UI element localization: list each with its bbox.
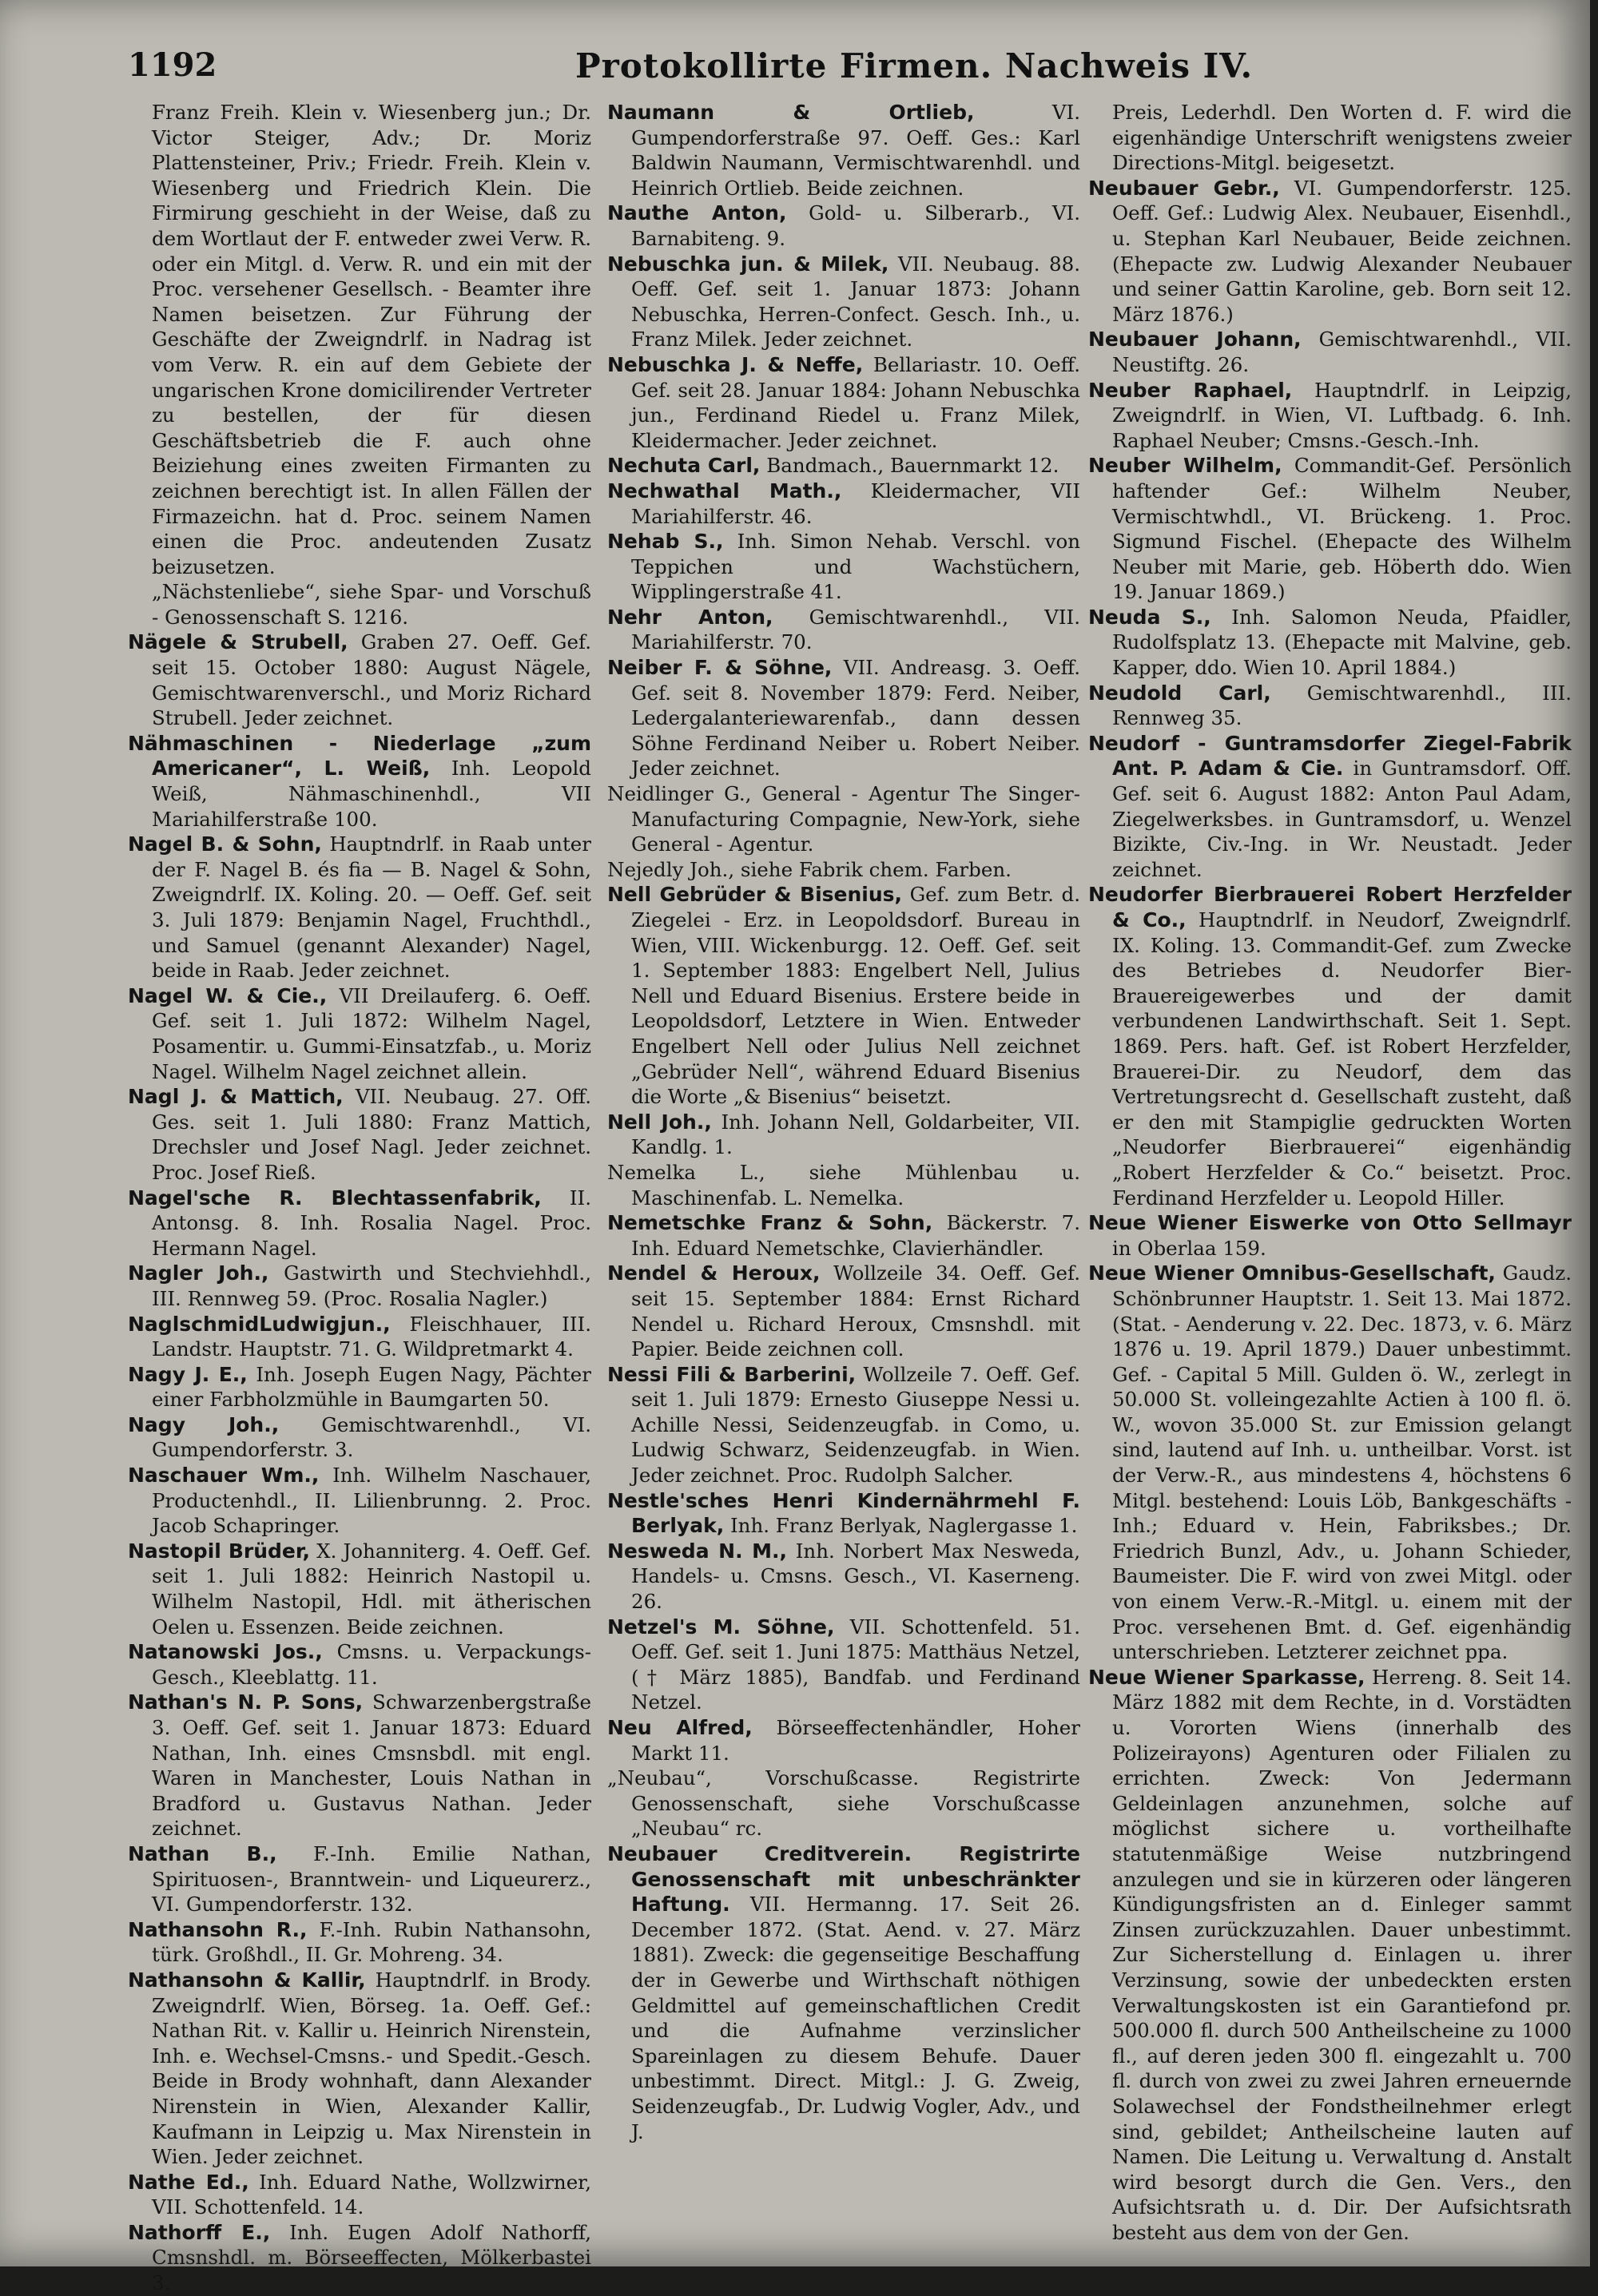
directory-entry: [607, 1766, 1080, 1841]
directory-entry: [607, 1539, 1080, 1615]
directory-entry: [607, 100, 1080, 201]
directory-entry: [607, 605, 1080, 655]
entry-text: Bandmach., Bauernmarkt 12.: [766, 454, 1059, 478]
firm-name: Nathan's N. P. Sons,: [128, 1690, 364, 1714]
entry-text: Herreng. 8. Seit 14. März 1882 mit dem Rechte, in d. Vorstädten u. Vororten Wiens (innerhalb des Polizeirayons) Agenturen oder Filialen zu errichten. Zweck: Von Jedermann Geldeinlagen anzunehmen, solche auf möglichst sichere u. vortheilhafte statutenmäßige Weise nutzbringend anzulegen und sie in kürzeren oder längeren Kündigungsfristen an d. Einleger sammt Zinsen zurückzuzahlen. Dauer unbestimmt. Zur Sicherstellung d. Einlagen u. ihrer Verzinsung, sowie der unbedeckten ersten Verwaltungskosten ist ein Garantiefond pr. 500.000 fl. durch 500 Antheilscheine zu 1000 fl., auf deren jeden 300 fl. eingezahlt u. 700 fl. durch von zwei zu zwei Jahren erneuernde Solawechsel der Fondstheilnehmer erlegt sind, gebildet; Antheilscheine lauten auf Namen. Die Leitung u. Verwaltung d. Anstalt wird besorgt durch die Gen. Vers., den Aufsichtsrath u. d. Dir. Der Aufsichtsrath besteht aus dem von der Gen.: [1112, 1665, 1572, 2244]
firm-name: Nell Gebrüder & Bisenius,: [607, 883, 903, 907]
entry-text: Hauptndrlf. in Leipzig, Zweigndrlf. in Wien, VI. Luftbadg. 6. Inh. Raphael Neuber; Cmsns.-Gesch.-Inh.: [1112, 378, 1572, 452]
firm-name: Netzel's M. Söhne,: [607, 1615, 835, 1639]
column-right: [1088, 100, 1572, 2245]
entry-text: in Guntramsdorf. Off. Gef. seit 6. August 1882: Anton Paul Adam, Ziegelwerksbes. in Guntramsdorf, u. Wenzel Bizikte, Civ.-Ing. in Wr. Neustadt. Jeder zeichnet.: [1112, 757, 1572, 881]
entry-text: Gemischtwarenhdl., VI. Gumpendorferstr. 3.: [152, 1412, 591, 1462]
directory-entry: [128, 2220, 591, 2296]
directory-entry: [128, 1690, 591, 1841]
entry-text: F.-Inh. Rubin Nathansohn, türk. Großhdl., II. Gr. Mohreng. 34.: [152, 1917, 591, 1967]
entry-text: Gef. zum Betr. d. Ziegelei - Erz. in Leopoldsdorf. Bureau in Wien, VIII. Wickenburgg. 12. Oeff. Gef. seit 1. September 1883: Engelbert Nell, Julius Nell und Eduard Bisenius. Erstere beide in Leopoldsdorf, Letztere in Wien. Entweder Engelbert Nell oder Julius Nell zeichnet „Gebrüder Nell“, während Eduard Bisenius die Worte „& Bisenius“ beisetzt.: [631, 883, 1080, 1109]
entry-text: Inh. Johann Nell, Goldarbeiter, VII. Kandlg. 1.: [631, 1110, 1080, 1159]
directory-entry: [128, 100, 591, 579]
entry-text: Inh. Franz Berlyak, Naglergasse 1.: [730, 1514, 1078, 1538]
entry-text: Gemischtwarenhdl., VII. Neustiftg. 26.: [1112, 328, 1572, 376]
entry-text: Gemischtwarenhdl., VII. Mariahilferstr. 70.: [631, 605, 1080, 654]
entry-text: Inh. Salomon Neuda, Pfaidler, Rudolfsplatz 13. (Ehepacte mit Malvine, geb. Kapper, ddo. Wien 10. April 1884.): [1112, 605, 1572, 680]
entry-text: Wollzeile 34. Oeff. Gef. seit 15. September 1884: Ernst Richard Nendel u. Richard Heroux, Cmsnshdl. mit Papier. Beide zeichnen coll.: [631, 1261, 1081, 1361]
entry-text: VII. Schottenfeld. 51. Oeff. Gef. seit 1. Juni 1875: Matthäus Netzel, († März 1885), Bandfab. und Ferdinand Netzel.: [631, 1615, 1080, 1714]
entry-text: X. Johanniterg. 4. Oeff. Gef. seit 1. Juli 1882: Heinrich Nastopil u. Wilhelm Nastopil, Hdl. mit ätherischen Oelen u. Essenzen. Beide zeichnen.: [152, 1539, 591, 1639]
directory-entry: [607, 252, 1080, 352]
entry-text: Inh. Joseph Eugen Nagy, Pächter einer Farbholzmühle in Baumgarten 50.: [152, 1362, 592, 1412]
entry-text: VII. Andreasg. 3. Oeff. Gef. seit 8. November 1879: Ferd. Neiber, Ledergalanteriewarenfab., dann dessen Söhne Ferdinand Neiber u. Robert Neiber. Jeder zeichnet.: [631, 656, 1081, 781]
directory-entry: [607, 1715, 1080, 1766]
firm-name: Nemetschke Franz & Sohn,: [607, 1211, 933, 1235]
firm-name: Neu Alfred,: [607, 1716, 753, 1739]
directory-entry: [607, 352, 1080, 453]
directory-entry: [607, 857, 1080, 883]
firm-name: Neue Wiener Eiswerke von Otto Sellmayr: [1088, 1211, 1572, 1235]
firm-name: Neiber F. & Söhne,: [607, 656, 833, 680]
column-left: [128, 100, 591, 2296]
firm-name: Nathorff E.,: [128, 2220, 271, 2244]
directory-entry: [128, 630, 591, 730]
directory-entry: [607, 201, 1080, 251]
directory-entry: [1088, 176, 1572, 328]
firm-name: Nehr Anton,: [607, 605, 773, 629]
entry-text: II. Antonsg. 8. Inh. Rosalia Nagel. Proc. Hermann Nagel.: [152, 1186, 591, 1260]
firm-name: Neudorf - Guntramsdorfer Ziegel-Fabrik Ant. P. Adam & Cie.: [1088, 731, 1572, 781]
firm-name: Neudold Carl,: [1088, 681, 1271, 705]
firm-name: NaglschmidLudwigjun.,: [128, 1312, 391, 1336]
firm-name: Neubauer Johann,: [1088, 328, 1302, 352]
directory-entry: [128, 1362, 591, 1412]
directory-entry: [1088, 681, 1572, 731]
firm-name: Nestle'sches Henri Kindernährmehl F. Berlyak,: [607, 1488, 1080, 1538]
firm-name: Nebuschka J. & Neffe,: [607, 352, 864, 376]
entry-text: VII. Hermanng. 17. Seit 26. December 1872. (Stat. Aend. v. 27. März 1881). Zweck: die gegenseitige Beschaffung der in Gewerbe und Wirthschaft nöthigen Geldmittel auf gemeinschaftlichen Credit und die Aufnahme verzinslicher Spareinlagen zu diesem Behufe. Dauer unbestimmt. Direct. Mitgl.: J. G. Zweig, Seidenzeugfab., Dr. Ludwig Vogler, Adv., und J.: [631, 1893, 1080, 2143]
running-title: Protokollirte Firmen. Nachweis IV.: [575, 46, 1254, 85]
firm-name: Nathan B.,: [128, 1841, 277, 1865]
directory-entry: [128, 2170, 591, 2220]
firm-name: Nagy Joh.,: [128, 1412, 280, 1436]
entry-text: Inh. Norbert Max Nesweda, Handels- u. Cmsns. Gesch., VI. Kaserneng. 26.: [631, 1539, 1081, 1614]
directory-entry: [128, 1639, 591, 1690]
entry-text: Wollzeile 7. Oeff. Gef. seit 1. Juli 1879: Ernesto Giuseppe Nessi u. Achille Nessi, Seidenzeugfab. in Como, u. Ludwig Schwarz, Seidenzeugfab. in Wien. Jeder zeichnet. Proc. Rudolph Salcher.: [631, 1362, 1080, 1488]
entry-text: Börseeffectenhändler, Hoher Markt 11.: [631, 1716, 1080, 1765]
directory-entry: [128, 983, 591, 1084]
directory-entry: [128, 1463, 591, 1539]
page-header: [128, 40, 1566, 104]
directory-entry: [1088, 605, 1572, 681]
entry-text: Inh. Eduard Nathe, Wollzwirner, VII. Schottenfeld. 14.: [152, 2170, 591, 2219]
firm-name: Nauthe Anton,: [607, 201, 787, 225]
firm-name: Natanowski Jos.,: [128, 1640, 323, 1664]
entry-text: Gold- u. Silberarb., VI. Barnabiteng. 9.: [631, 201, 1080, 250]
directory-entry: [607, 1488, 1080, 1539]
entry-text: VII Dreilauferg. 6. Oeff. Gef. seit 1. Juli 1872: Wilhelm Nagel, Posamentir. u. Gummi-Einsatzfab., u. Moriz Nagel. Wilhelm Nagel zeichnet allein.: [152, 983, 591, 1083]
firm-name: Neubauer Creditverein. Registrirte Genossenschaft mit unbeschränkter Haftung.: [607, 1841, 1080, 1917]
entry-text: Fleischhauer, III. Landstr. Hauptstr. 71. G. Wildpretmarkt 4.: [152, 1312, 591, 1361]
entry-text: Graben 27. Oeff. Gef. seit 15. October 1880: August Nägele, Gemischtwarenverschl., und Moriz Richard Strubell. Jeder zeichnet.: [152, 630, 591, 730]
entry-text: in Oberlaa 159.: [1112, 1236, 1266, 1260]
directory-entry: [607, 529, 1080, 605]
directory-entry: [1088, 882, 1572, 1210]
entry-text: „Neubau“, Vorschußcasse. Registrirte Genossenschaft, siehe Vorschußcasse „Neubau“ rc.: [607, 1766, 1080, 1841]
directory-entry: [1088, 731, 1572, 883]
directory-entry: [607, 453, 1080, 479]
directory-entry: [128, 731, 591, 832]
firm-name: Nechuta Carl,: [607, 454, 761, 478]
entry-text: Inh. Leopold Weiß, Nähmaschinenhdl., VII Mariahilferstraße 100.: [152, 757, 591, 831]
firm-name: Nastopil Brüder,: [128, 1539, 311, 1563]
entry-text: Inh. Wilhelm Naschauer, Productenhdl., II. Lilienbrunng. 2. Proc. Jacob Schapringer.: [152, 1464, 591, 1538]
entry-text: Gaudz. Schönbrunner Hauptstr. 1. Seit 13. Mai 1872. (Stat. - Aenderung v. 22. Dec. 1873, v. 6. März 1876 u. 19. April 1879.) Dauer unbestimmt. Gef. - Capital 5 Mill. Gulden ö. W., zerlegt in 50.000 St. volleingezahlte Actien à 100 fl. ö. W., wovon 35.000 St. zur Emission gelangt sind, lautend auf Inh. u. untheilbar. Vorst. ist der Verw.-R., aus mindestens 4, höchstens 6 Mitgl. bestehend: Louis Löb, Bankgeschäfts - Inh.; Eduard v. Hein, Fabriksbes.; Dr. Friedrich Bunzl, Adv., u. Johann Schieder, Baumeister. Die F. wird von zwei Mitgl. oder von einem Verw.-R.-Mitgl. u. einem mit der Proc. versehenen Bmt. d. Gef. eigenhändig unterschrieben. Letzterer zeichnet ppa.: [1112, 1261, 1572, 1664]
firm-name: Neudorfer Bierbrauerei Robert Herzfelder & Co.,: [1088, 883, 1572, 932]
directory-entry: [607, 1362, 1080, 1488]
entry-text: VII. Neubaug. 27. Off. Ges. seit 1. Juli 1880: Franz Mattich, Drechsler und Josef Nagl. Jeder zeichnet. Proc. Josef Rieß.: [152, 1085, 591, 1184]
entry-text: VII. Neubaug. 88. Oeff. Gef. seit 1. Januar 1873: Johann Nebuschka, Herren-Confect. Gesch. Inh., u. Franz Milek. Jeder zeichnet.: [631, 252, 1080, 352]
firm-name: Nägele & Strubell,: [128, 630, 348, 654]
firm-name: Neuber Wilhelm,: [1088, 454, 1282, 478]
directory-entry: [607, 781, 1080, 857]
entry-text: Gemischtwarenhdl., III. Rennweg 35.: [1112, 681, 1572, 730]
firm-name: Neue Wiener Omnibus-Gesellschaft,: [1088, 1261, 1496, 1285]
firm-name: Nehab S.,: [607, 530, 724, 554]
firm-name: Nesweda N. M.,: [607, 1539, 788, 1563]
directory-entry: [128, 1261, 591, 1311]
entry-text: Inh. Simon Nehab. Verschl. von Teppichen und Wachstüchern, Wipplingerstraße 41.: [631, 530, 1080, 604]
directory-entry: [607, 479, 1080, 529]
firm-name: Neue Wiener Sparkasse,: [1088, 1665, 1365, 1689]
entry-text: Gastwirth und Stechviehhdl., III. Rennweg 59. (Proc. Rosalia Nagler.): [152, 1261, 592, 1310]
directory-entry: [128, 1917, 591, 1968]
directory-entry: [607, 655, 1080, 781]
directory-entry: [607, 1110, 1080, 1160]
directory-entry: [607, 1160, 1080, 1210]
entry-text: Bellariastr. 10. Oeff. Gef. seit 28. Januar 1884: Johann Nebuschka jun., Ferdinand Riedel u. Franz Milek, Kleidermacher. Jeder zeichnet.: [631, 352, 1080, 452]
firm-name: Nagl J. & Mattich,: [128, 1085, 344, 1109]
firm-name: Naumann & Ortlieb,: [607, 101, 975, 124]
firm-name: Nähmaschinen - Niederlage „zum Americaner“, L. Weiß,: [128, 731, 591, 781]
directory-entry: [1088, 1665, 1572, 2246]
entry-text: F.-Inh. Emilie Nathan, Spirituosen-, Branntwein- und Liqueurerz., VI. Gumpendorferstr. 132.: [152, 1841, 591, 1917]
entry-text: Hauptndrlf. in Neudorf, Zweigndrlf. IX. Koling. 13. Commandit-Gef. zum Zwecke des Betriebes d. Neudorfer Bier-Brauereigewerbes und der damit verbundenen Landwirthschaft. Seit 1. Sept. 1869. Pers. haft. Gef. ist Robert Herzfelder, Brauerei-Dir. zu Neudorf, dem das Vertretungsrecht d. Gesellschaft zusteht, daß er den mit Stampiglie gedruckten Worten „Neudorfer Bierbrauerei“ eigenhändig „Robert Herzfelder & Co.“ beisetzt. Proc. Ferdinand Herzfelder u. Leopold Hiller.: [1112, 908, 1572, 1210]
firm-name: Nathe Ed.,: [128, 2170, 249, 2194]
firm-name: Nessi Fili & Barberini,: [607, 1362, 857, 1386]
directory-entry: [607, 1261, 1080, 1361]
entry-text: VI. Gumpendorferstr. 125. Oeff. Gef.: Ludwig Alex. Neubauer, Eisenhdl., u. Stephan Karl Neubauer, Beide zeichnen. (Ehepacte zw. Ludwig Alexander Neubauer und seiner Gattin Karoline, geb. Born seit 12. März 1876.): [1112, 176, 1572, 326]
page-number: 1192: [128, 46, 217, 84]
entry-text: Bäckerstr. 7. Inh. Eduard Nemetschke, Clavierhändler.: [631, 1211, 1080, 1260]
directory-entry: [128, 1312, 591, 1362]
column-middle: [607, 100, 1080, 2144]
directory-entry: [1088, 327, 1572, 377]
directory-entry: [1088, 1210, 1572, 1261]
entry-text: Schwarzenbergstraße 3. Oeff. Gef. seit 1. Januar 1873: Eduard Nathan, Inh. eines Cmsnsbdl. mit engl. Waren in Manchester, Louis Nathan in Bradford u. Gustavus Nathan. Jeder zeichnet.: [152, 1690, 591, 1841]
entry-text: Hauptndrlf. in Raab unter der F. Nagel B. és fia — B. Nagel & Sohn, Zweigndrlf. IX. Koling. 20. — Oeff. Gef. seit 3. Juli 1879: Benjamin Nagel, Fruchthdl., und Samuel (genannt Alexander) Nagel, beide in Raab. Jeder zeichnet.: [152, 832, 591, 983]
directory-entry: [128, 1968, 591, 2170]
firm-name: Nathansohn & Kallir,: [128, 1968, 366, 1992]
directory-entry: [1088, 453, 1572, 605]
directory-entry: [607, 1615, 1080, 1715]
entry-text: Preis, Lederhdl. Den Worten d. F. wird die eigenhändige Unterschrift wenigstens zweier Directions-Mitgl. beigesetzt.: [1112, 101, 1572, 175]
firm-name: Naschauer Wm.,: [128, 1464, 320, 1488]
directory-entry: [128, 1539, 591, 1639]
firm-name: Nagel W. & Cie.,: [128, 983, 328, 1007]
directory-entry: [128, 579, 591, 630]
directory-entry: [128, 1186, 591, 1261]
firm-name: Neuda S.,: [1088, 605, 1211, 629]
entry-text: Kleidermacher, VII Mariahilferstr. 46.: [631, 479, 1080, 528]
firm-name: Nell Joh.,: [607, 1110, 712, 1134]
directory-entry: [607, 1841, 1080, 2144]
firm-name: Nagler Joh.,: [128, 1261, 269, 1285]
entry-text: Franz Freih. Klein v. Wiesenberg jun.; Dr. Victor Steiger, Adv.; Dr. Moriz Plattensteiner, Priv.; Friedr. Freih. Klein v. Wiesenberg und Friedrich Klein. Die Firmirung geschieht in der Weise, daß zu dem Wortlaut der F. entweder zwei Verw. R. oder ein Mitgl. d. Verw. R. und ein mit der Proc. versehener Gesellsch. - Beamter ihre Namen beisetzen. Zur Führung der Geschäfte der Zweigndrlf. in Nadrag ist vom Verw. R. ein auf dem Gebiete der ungarischen Krone domicilirender Vertreter zu bestellen, der für diesen Geschäftsbetrieb die F. auch ohne Beiziehung eines zweiten Firmanten zu zeichnen berechtigt ist. In allen Fällen der Firmazeichn. hat d. Proc. seinem Namen einen die Proc. andeutenden Zusatz beizusetzen.: [152, 101, 591, 578]
firm-name: Neubauer Gebr.,: [1088, 176, 1280, 200]
firm-name: Nechwathal Math.,: [607, 479, 842, 502]
directory-entry: [1088, 1261, 1572, 1665]
directory-entry: [607, 1210, 1080, 1261]
firm-name: Nagel B. & Sohn,: [128, 832, 322, 856]
directory-entry: [1088, 378, 1572, 454]
directory-entry: [607, 882, 1080, 1109]
firm-name: Nathansohn R.,: [128, 1917, 308, 1941]
firm-name: Nagel'sche R. Blechtassenfabrik,: [128, 1186, 542, 1210]
entry-text: Neidlinger G., General - Agentur The Singer-Manufacturing Compagnie, New-York, siehe General - Agentur.: [607, 782, 1080, 856]
entry-text: Cmsns. u. Verpackungs-Gesch., Kleeblattg. 11.: [152, 1640, 591, 1689]
entry-text: Hauptndrlf. in Brody. Zweigndrlf. Wien, Börseg. 1a. Oeff. Gef.: Nathan Rit. v. Kallir u. Heinrich Nirenstein, Inh. e. Wechsel-Cmsns.- und Spedit.-Gesch. Beide in Brody wohnhaft, dann Alexander Nirenstein in Wien, Alexander Kallir, Kaufmann in Leipzig u. Max Nirenstein in Wien. Jeder zeichnet.: [152, 1968, 591, 2169]
directory-entry: [1088, 100, 1572, 176]
firm-name: Nagy J. E.,: [128, 1362, 248, 1386]
entry-text: „Nächstenliebe“, siehe Spar- und Vorschuß - Genossenschaft S. 1216.: [152, 580, 591, 629]
entry-text: Nemelka L., siehe Mühlenbau u. Maschinenfab. L. Nemelka.: [607, 1160, 1080, 1210]
firm-name: Neuber Raphael,: [1088, 378, 1293, 402]
firm-name: Nendel & Heroux,: [607, 1261, 821, 1285]
entry-text: Inh. Eugen Adolf Nathorff, Cmsnshdl. m. Börseeffecten, Mölkerbastei 3.: [152, 2220, 591, 2295]
directory-entry: [128, 832, 591, 983]
directory-entry: [128, 1084, 591, 1185]
directory-entry: [128, 1412, 591, 1463]
entry-text: Nejedly Joh., siehe Fabrik chem. Farben.: [607, 857, 1012, 881]
directory-entry: [128, 1841, 591, 1917]
entry-text: VI. Gumpendorferstraße 97. Oeff. Ges.: Karl Baldwin Naumann, Vermischtwarenhdl. und Heinrich Ortlieb. Beide zeichnen.: [631, 101, 1080, 200]
firm-name: Nebuschka jun. & Milek,: [607, 252, 889, 276]
entry-text: Commandit-Gef. Persönlich haftender Gef.: Wilhelm Neuber, Vermischtwhdl., VI. Brückeng. 1. Proc. Sigmund Fischel. (Ehepacte des Wilhelm Neuber mit Marie, geb. Höberth ddo. Wien 19. Januar 1869.): [1112, 454, 1572, 604]
